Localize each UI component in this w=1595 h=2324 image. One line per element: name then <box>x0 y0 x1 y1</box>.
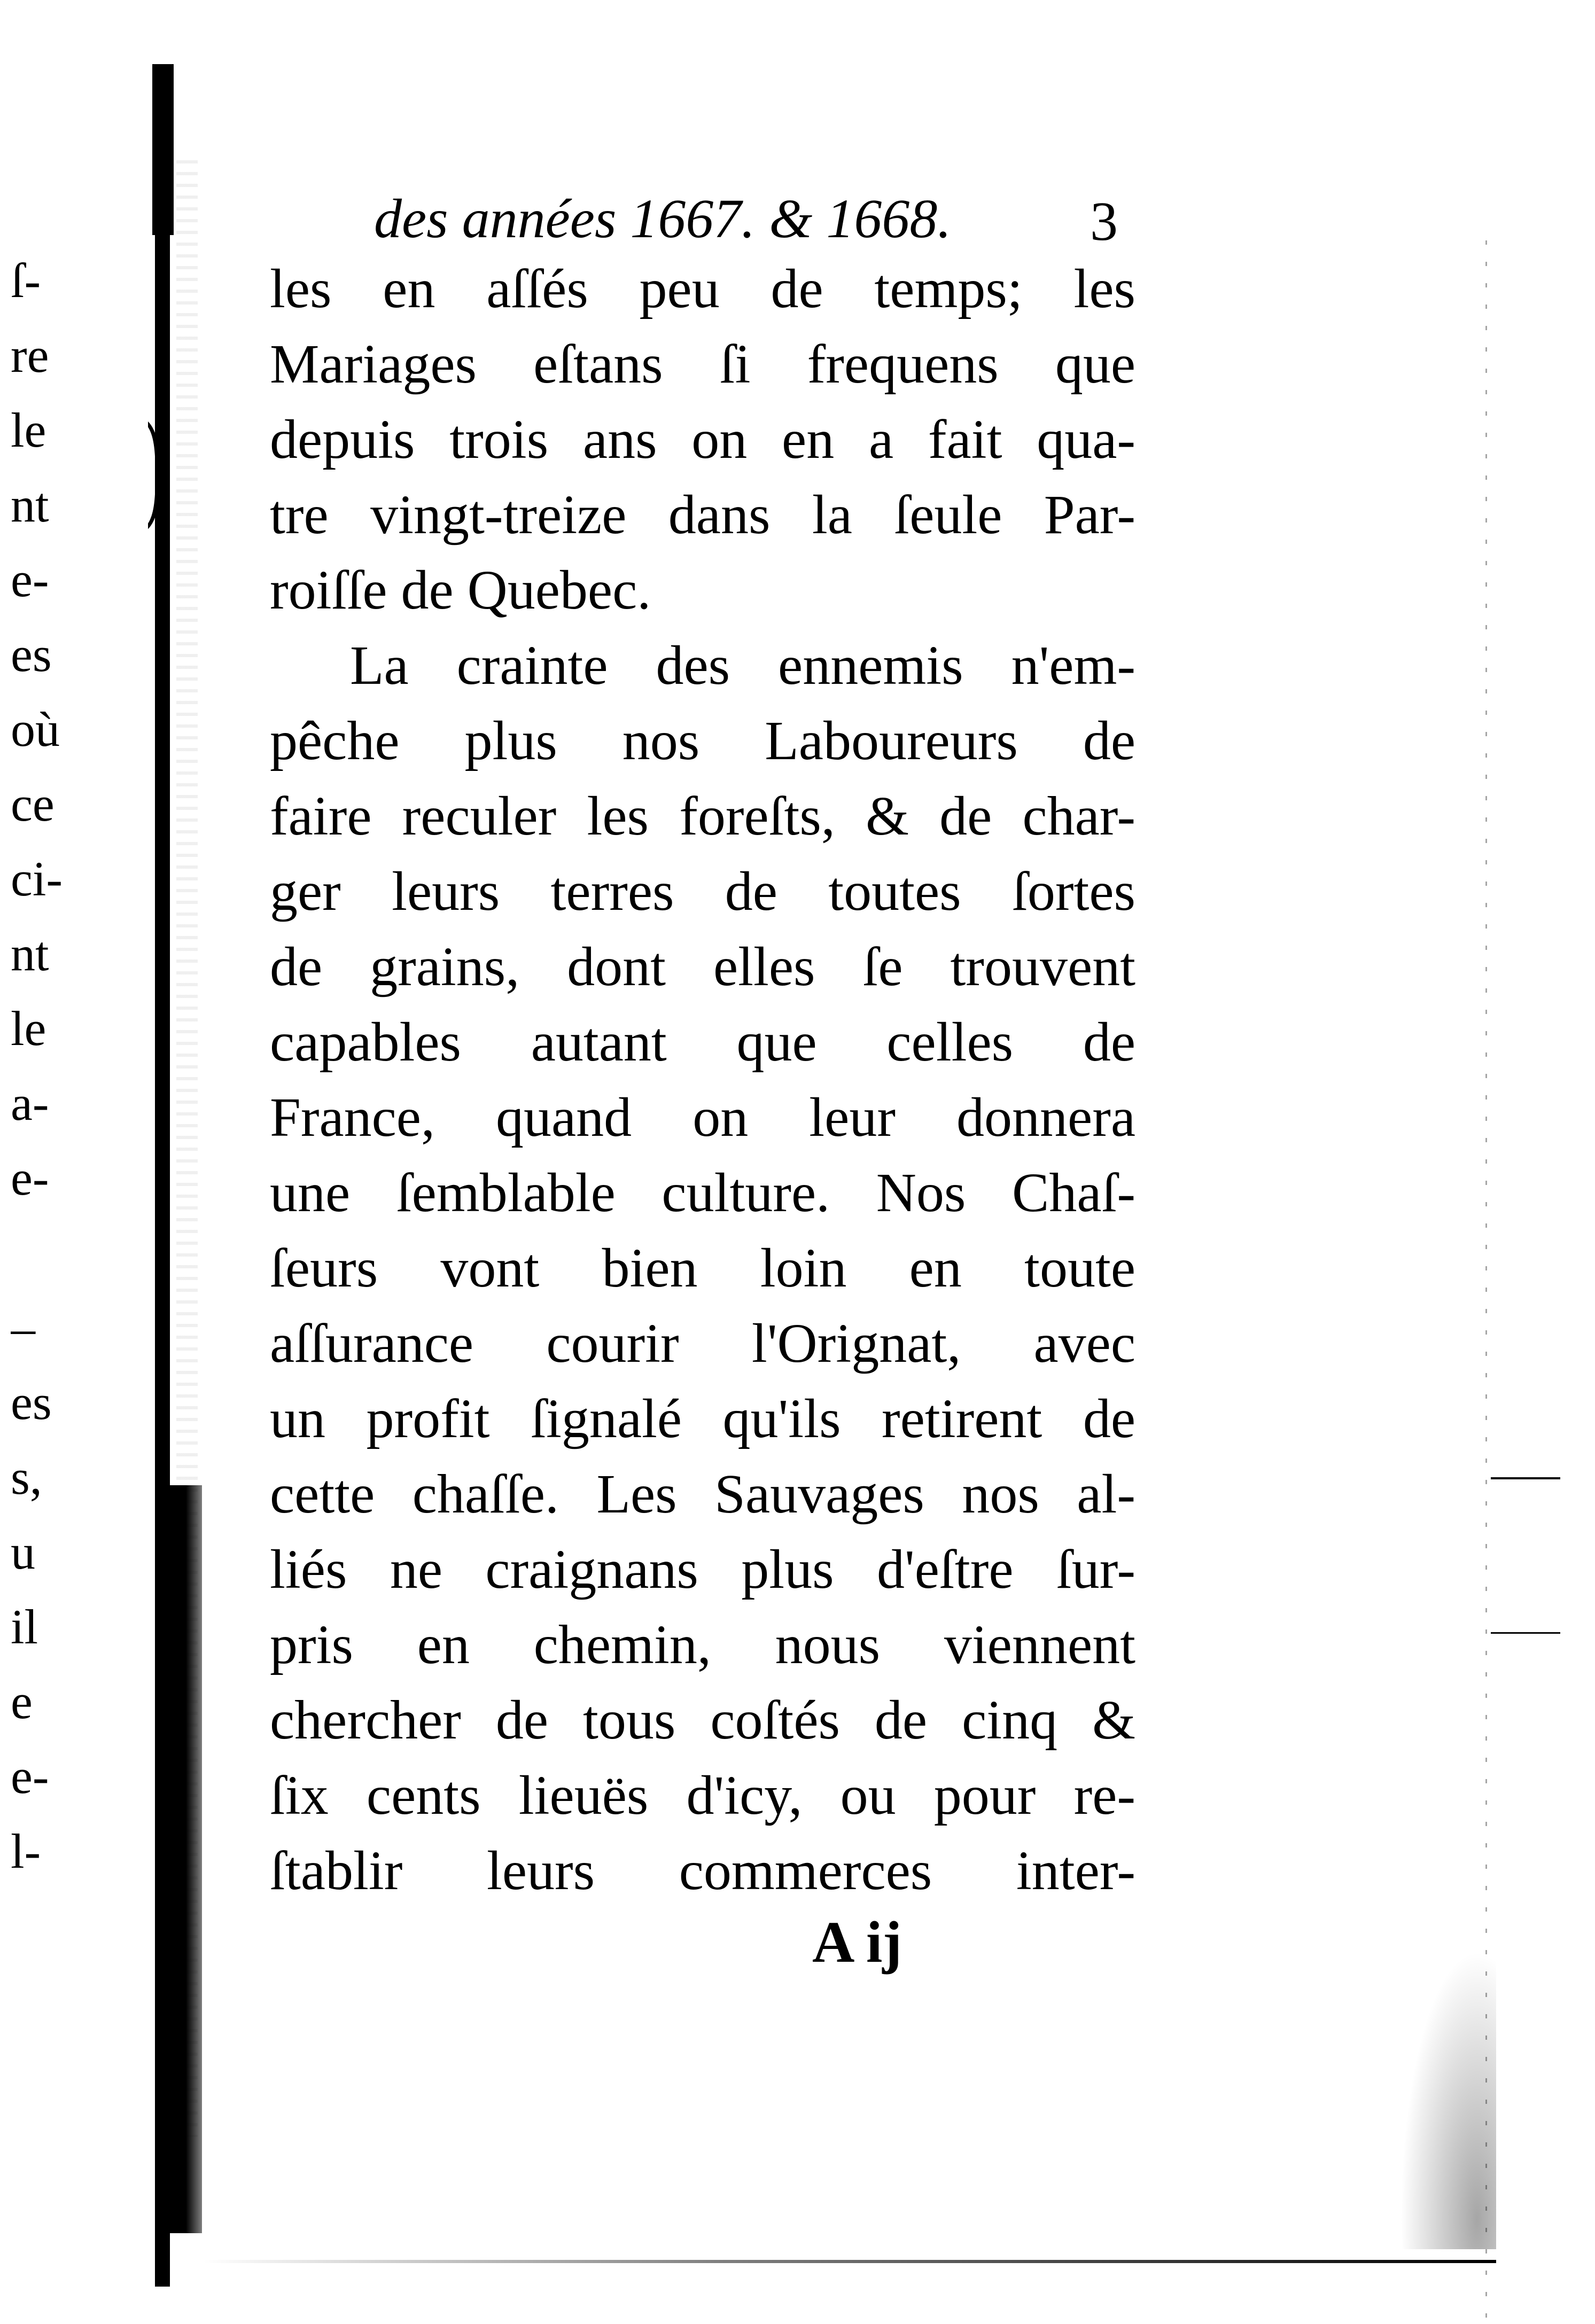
fragment-line: – <box>11 1300 35 1355</box>
fragment-line: nt <box>11 478 49 532</box>
text-line: faire reculer les foreſts, & de char- <box>270 785 1135 847</box>
text-line: liés ne craignans plus d'eſtre ſur- <box>270 1539 1135 1600</box>
fragment-line: e- <box>11 552 49 607</box>
fragment-line: e- <box>11 1151 49 1205</box>
text-line: les en aſſés peu de temps; les <box>270 258 1135 319</box>
fragment-line: e- <box>11 1749 49 1804</box>
edge-rule-mark <box>1491 1477 1560 1479</box>
gutter-dark-band <box>170 1485 202 2233</box>
text-line: tre vingt-treize dans la ſeule Par- <box>270 484 1135 545</box>
fragment-line: le <box>11 403 46 457</box>
fragment-line: ſ- <box>11 253 41 308</box>
fragment-line: a- <box>11 1076 49 1130</box>
page-number: 3 <box>1090 191 1118 252</box>
bottom-page-edge <box>203 2260 1496 2263</box>
fragment-line: il <box>11 1600 38 1654</box>
fragment-line: l- <box>11 1824 41 1878</box>
running-header: des années 1667. & 1668. <box>374 188 952 249</box>
text-line: chercher de tous coſtés de cinq & <box>270 1689 1135 1751</box>
text-line: depuis trois ans on en a fait qua- <box>270 409 1135 470</box>
fragment-line: es <box>11 627 52 682</box>
text-line: France, quand on leur donnera <box>270 1087 1135 1148</box>
text-line: pêche plus nos Laboureurs de <box>270 710 1135 771</box>
corner-smudge <box>1400 1950 1496 2249</box>
signature-mark: A ij <box>812 1909 902 1975</box>
fragment-line: ce <box>11 777 55 831</box>
text-line: roiſſe de Quebec. <box>270 559 651 621</box>
text-line: une ſemblable culture. Nos Chaſ- <box>270 1162 1135 1223</box>
fragment-line: re <box>11 328 49 383</box>
text-line: de grains, dont elles ſe trouvent <box>270 936 1135 997</box>
fragment-line: u <box>11 1525 35 1579</box>
text-line: ſix cents lieuës d'icy, ou pour re- <box>270 1765 1135 1826</box>
text-line: ſeurs vont bien loin en toute <box>270 1237 1135 1299</box>
binding-shadow <box>155 64 170 2287</box>
text-line: capables autant que celles de <box>270 1011 1135 1073</box>
text-line: Mariages eſtans ſi frequens que <box>270 333 1135 395</box>
text-line: aſſurance courir l'Orignat, avec <box>270 1313 1135 1374</box>
fragment-line <box>11 1215 128 1290</box>
fragment-line: nt <box>11 926 49 981</box>
text-line: ſtablir leurs commerces inter- <box>270 1840 1135 1901</box>
text-line: ger leurs terres de toutes ſortes <box>270 861 1135 922</box>
fragment-line: e <box>11 1674 33 1729</box>
fragment-line: s, <box>11 1450 42 1504</box>
edge-rule-mark <box>1491 1632 1560 1634</box>
fragment-line: le <box>11 1001 46 1056</box>
previous-page-fragments <box>11 243 128 1889</box>
text-line: cette chaſſe. Les Sauvages nos al- <box>270 1463 1135 1525</box>
text-line: un profit ſignalé qu'ils retirent de <box>270 1388 1135 1449</box>
body-text <box>270 251 1135 1908</box>
fragment-line: es <box>11 1375 52 1430</box>
fragment-line: ci- <box>11 852 63 906</box>
text-line: pris en chemin, nous viennent <box>270 1614 1135 1675</box>
bracket-mark: ) <box>144 402 165 539</box>
text-line: La crainte des ennemis n'em- <box>350 635 1135 696</box>
fragment-line: où <box>11 702 60 757</box>
